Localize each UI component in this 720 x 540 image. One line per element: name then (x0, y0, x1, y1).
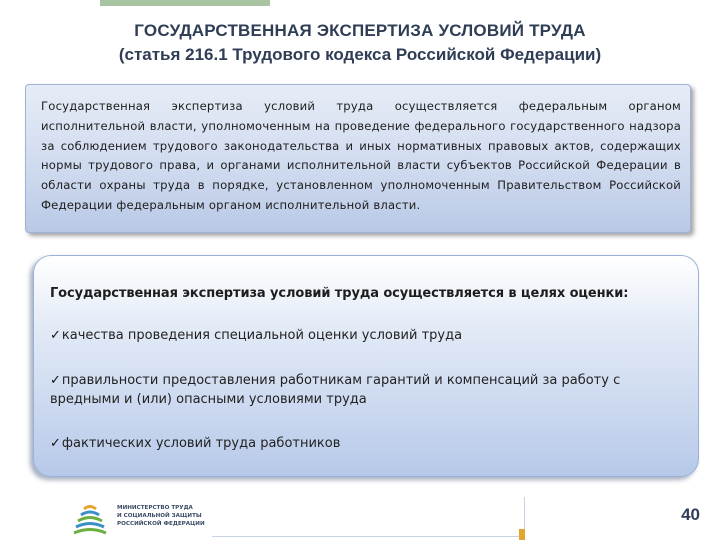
ministry-name-line1: МИНИСТЕРСТВО ТРУДА (117, 505, 193, 511)
page-title (20, 20, 700, 66)
footer-divider (212, 536, 522, 537)
checkmark-icon: ✓ (50, 436, 61, 451)
ministry-name-line2: И СОЦИАЛЬНОЙ ЗАЩИТЫ (117, 513, 202, 519)
ministry-emblem-icon (70, 500, 110, 536)
checkmark-icon: ✓ (50, 328, 61, 343)
page-title-line1: ГОСУДАРСТВЕННАЯ ЭКСПЕРТИЗА УСЛОВИЙ ТРУДА (134, 21, 586, 40)
ministry-name (117, 504, 227, 528)
page-title-line2: (статья 216.1 Трудового кодекса Российской Федерации) (118, 45, 602, 64)
goal-item-3 (50, 434, 680, 453)
definition-text: Государственная экспертиза условий труда осуществляется федеральным органом исполнительной власти, уполномоченным на проведение федерального государственного надзора за соблюдением трудового законодательства и иных нормативных правовых актов, содержащих нормы трудового права, и органами исполнительной власти субъектов Российской Федерации в области охраны труда в порядке, установленном уполномоченным Правительством Российской Федерации федеральным органом исполнительной власти. (41, 99, 681, 212)
goal-item-3-text: фактических условий труда работников (61, 436, 341, 451)
goal-item-2 (50, 371, 680, 409)
checkmark-icon: ✓ (50, 373, 61, 388)
top-accent-bar (100, 0, 270, 6)
definition-box (25, 84, 691, 233)
goals-heading: Государственная экспертиза условий труда осуществляется в целях оценки: (50, 286, 629, 301)
goal-item-2-text: правильности предоставления работникам гарантий и компенсаций за работу с вредными и (или) опасными условиями труда (50, 373, 621, 407)
page-number: 40 (681, 505, 700, 524)
corner-accent (519, 529, 525, 540)
goals-box (33, 255, 699, 477)
goal-item-1 (50, 326, 680, 345)
page-number-box (524, 497, 695, 540)
ministry-name-line3: РОССИЙСКОЙ ФЕДЕРАЦИИ (117, 521, 205, 527)
goal-item-1-text: качества проведения специальной оценки условий труда (61, 328, 463, 343)
